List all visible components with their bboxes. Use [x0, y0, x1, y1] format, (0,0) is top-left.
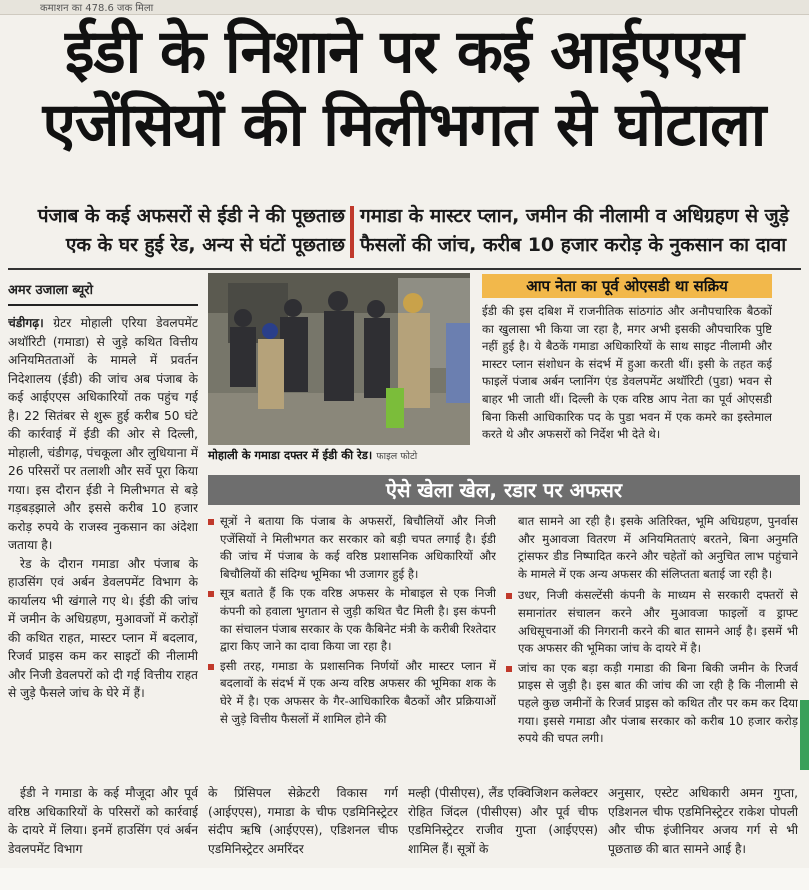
subheadline-right-line-1: गमाडा के मास्टर प्लान, जमीन की नीलामी व अधिग्रहण से जुड़े	[360, 205, 789, 227]
left-column-paragraph-1	[8, 314, 198, 555]
raid-photo-image	[208, 273, 470, 445]
photo-caption	[208, 448, 473, 463]
subheadline-right-line-2: फैसलों की जांच, करीब 10 हजार करोड़ के नुकसान का दावा	[360, 234, 787, 256]
bullet-item: उधर, निजी कंसल्टेंसी कंपनी के माध्यम से सरकारी दफ्तरों से समानांतर संचालन करने और मुआवजा फाइलों व ड्राफ्ट अधिसूचनाओं की निगरानी करने की बात सामने आई है। इसमें भी एक अफसर की भूमिका जांच के दायरे में है।	[506, 587, 798, 657]
photo-caption-text: मोहाली के गमाडा दफ्तर में ईडी की रेड।	[208, 448, 373, 462]
subheadlines	[10, 202, 800, 262]
photo-credit: फाइल फोटो	[376, 451, 418, 462]
subheadline-left-line-1: पंजाब के कई अफसरों से ईडी ने की पूछताछ	[37, 205, 345, 227]
subheadline-left-line-2: एक के घर हुई रेड, अन्य से घंटों पूछताछ	[65, 234, 345, 256]
bullet-item: जांच का एक बड़ा कड़ी गमाडा की बिना बिकी जमीन के रिजर्व प्राइस से जुड़ी है। इस बात की जांच की जा रही है कि नीलामी से पहले कुछ जमीनों के रिजर्व प्राइस को कथित तौर पर कम कर दिया गया। इससे गमाडा और पंजाब सरकार को करीब 10 हजार करोड़ रुपये की चपत लगी।	[506, 660, 798, 748]
bottom-column-1: के प्रिंसिपल सेक्रेटरी विकास गर्ग (आईएएस), गमाडा के चीफ एडमिनिस्ट्रेटर संदीप ऋषि (आईएएस), एडिशनल चीफ एडमिनिस्ट्रेटर अमरिंदर	[208, 786, 398, 856]
right-edge-color-bar	[800, 700, 809, 770]
top-strip-text: कमाशन का 478.6 जक मिला	[40, 3, 154, 14]
left-column-paragraph-2: रेड के दौरान गमाडा और पंजाब के हाउसिंग एवं अर्बन डेवलपमेंट विभाग के कार्यालय भी खंगाले गए थे। ईडी की जांच में जमीन के अधिग्रहण, मुआवजों में करोड़ों की कथित राहत, मास्टर प्लान में बदलाव, रिजर्व प्राइस कम कर साइटों की नीलामी और निजी डेवलपरों को दी गई वित्तीय राहत से जुड़े फैसले जांच के घेरे में हैं।	[8, 556, 198, 700]
dateline: चंडीगढ़।	[8, 316, 44, 330]
left-column	[8, 314, 198, 784]
byline: अमर उजाला ब्यूरो	[8, 283, 93, 298]
bottom-column-3: अनुसार, एस्टेट अधिकारी अमन गुप्ता, एडिशनल चीफ एडमिनिस्ट्रेटर राकेश पोपली और चीफ इंजीनियर अजय गर्ग से भी पूछताछ की बात सामने आई है।	[608, 786, 798, 856]
section-banner: ऐसे खेला खेल, रडार पर अफसर	[208, 475, 800, 505]
bullet-item: इसी तरह, गमाडा के प्रशासनिक निर्णयों और मास्टर प्लान में बदलावों के संदर्भ में एक अन्य वरिष्ठ अफसर की भूमिका शक के घेरे में है। एक अफसर के गैर-आधिकारिक बैठकों और प्रक्रियाओं से जुड़े वित्तीय फैसलों में शामिल होने की	[208, 658, 496, 728]
left-column-continued	[8, 784, 198, 864]
bottom-column-2: मल्ही (पीसीएस), लैंड एक्विजिशन कलेक्टर रोहित जिंदल (पीसीएस) और पूर्व चीफ एडमिनिस्ट्रेटर राजीव गुप्ता (आईएएस) शामिल हैं। सूत्रों के	[408, 786, 598, 856]
headline-line-1: ईडी के निशाने पर कई आईएएस	[65, 17, 743, 87]
subheadline-divider	[350, 206, 354, 258]
sidebox-title: आप नेता का पूर्व ओएसडी था सक्रिय	[482, 274, 772, 298]
bullets-left	[208, 513, 496, 775]
top-strip	[0, 0, 809, 15]
bullet-item: सूत्रों ने बताया कि पंजाब के अफसरों, बिचौलियों और निजी एजेंसियों ने मिलीभगत कर सरकार को बड़ी चपत लगाई है। ईडी की जांच में पंजाब के कई वरिष्ठ प्रशासनिक अधिकारियों और बिचौलियों की संदिग्ध भूमिका भी उजागर हुई है।	[208, 513, 496, 583]
bullets-right	[506, 513, 798, 775]
raid-photo	[208, 273, 470, 445]
byline-rule	[8, 304, 198, 306]
left-column-text-1: ग्रेटर मोहाली एरिया डेवलपमेंट अथॉरिटी (गमाडा) से जुड़े कथित वित्तीय अनियमितताओं के मामले में प्रवर्तन निदेशालय (ईडी) की जांच अब पंजाब के कई आईएएस अधिकारियों तक पहुंच गई है। 22 सितंबर से शुरू हुई करीब 50 घंटे की कार्रवाई में ईडी की ओर से दिल्ली, मोहाली, चंडीगढ़, पंचकूला और लुधियाना में 26 परिसरों पर तलाशी और सर्वे पूरा किया गया। इस दौरान ईडी ने मिलीभगत से बड़े गड़बड़झाले और इससे करीब 10 हजार करोड़ रुपये के राजस्व नुकसान का अंदेशा जताया है।	[8, 316, 198, 552]
bullets-right-continuation: बात सामने आ रही है। इसके अतिरिक्त, भूमि अधिग्रहण, पुनर्वास और मुआवजा वितरण में अनियमितताएं बरतने, बिना अनुमति ट्रांसफर डीड निष्पादित करने और चहेतों को अनुचित लाभ पहुंचाने के मामले में एक अन्य अफसर की संलिप्तता बताई जा रही है।	[518, 514, 798, 581]
bottom-strip	[0, 868, 809, 890]
main-headline	[14, 14, 794, 160]
bullet-item: सूत्र बताते हैं कि एक वरिष्ठ अफसर के मोबाइल से एक निजी कंपनी को हवाला भुगतान से जुड़ी कथित चैट मिली है। इस कंपनी का संचालन पंजाब सरकार के एक कैबिनेट मंत्री के करीबी रिश्तेदार द्वारा किए जाने का दावा किया जा रहा है।	[208, 585, 496, 655]
section-rule	[8, 268, 801, 270]
sidebox-text: ईडी की इस दबिश में राजनीतिक सांठगांठ और अनौपचारिक बैठकों का खुलासा भी किया जा रहा है, मगर अभी इसकी औपचारिक पुष्टि नहीं हुई है। ये बैठकें गमाडा अधिकारियों के साथ साइट नीलामी और मास्टर प्लान संशोधन के संदर्भ में हुआ करती थीं। इसी के तहत कई फाइलें पंजाब अर्बन प्लानिंग एंड डेवलपमेंट अथॉरिटी (पुडा) भवन से बाहर भी जाती थीं। दिल्ली के एक वरिष्ठ आप नेता का पूर्व ओएसडी बिना किसी आधिकारिक पद के पुडा भवन में एक कमरे का इस्तेमाल करते थे और अफसरों को निर्देश भी देते थे।	[482, 304, 772, 442]
subheadline-right	[360, 202, 800, 260]
left-column-paragraph-3: ईडी ने गमाडा के कई मौजूदा और पूर्व वरिष्ठ अधिकारियों के परिसरों को कार्रवाई के दायरे में लिया। इनमें हाउसिंग एवं अर्बन डेवलपमेंट विभाग	[8, 786, 198, 856]
headline-line-2: एजेंसियों की मिलीभगत से घोटाला	[42, 90, 766, 160]
subheadline-left	[10, 202, 345, 260]
